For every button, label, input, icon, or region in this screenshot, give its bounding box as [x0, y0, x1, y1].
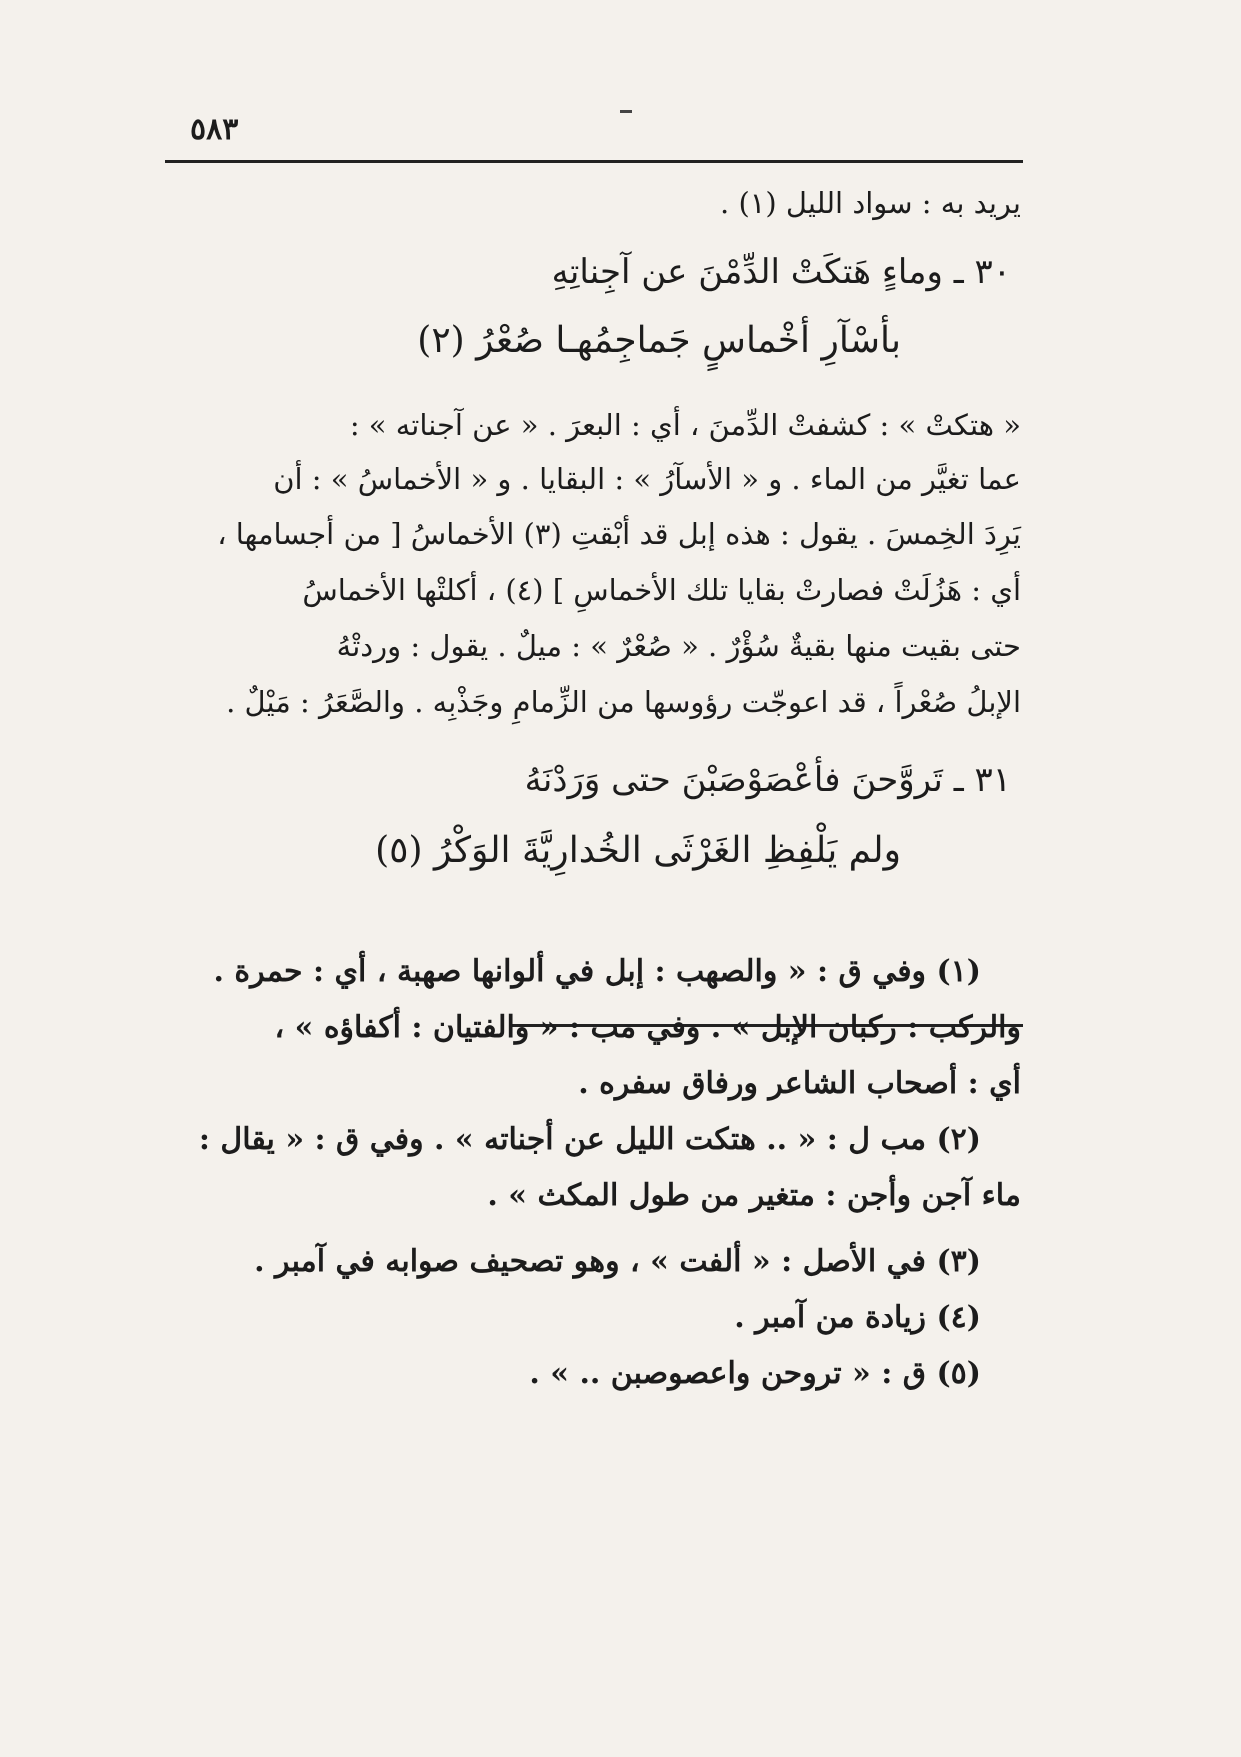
verse-30-first-hemistich: ٣٠ ـ وماءٍ هَتكَتْ الدِّمْنَ عن آجِناتِهِ [551, 252, 1011, 292]
commentary-line: الإبلُ صُعْراً ، قد اعوجّت رؤوسها من الزِّمامِ وجَذْبِه . والصَّعَرُ : مَيْلٌ . [226, 685, 1021, 719]
commentary-line: حتى بقيت منها بقيةٌ سُؤْرٌ . « صُعْرٌ » : ميلٌ . يقول : وردتْهُ [336, 629, 1021, 663]
commentary-line: « هتكتْ » : كشفتْ الدِّمنَ ، أي : البعرَ . « عن آجناته » : [349, 408, 1021, 442]
verse-31-first-hemistich: ٣١ ـ تَروَّحنَ فأعْصَوْصَبْنَ حتى وَرَدْنَهُ [524, 760, 1011, 800]
commentary-line: يَرِدَ الخِمسَ . يقول : هذه إبل قد أبْقتِ (٣) الأخماسُ [ من أجسامها ، [217, 517, 1021, 551]
intro-line: يريد به : سواد الليل (١) . [720, 186, 1021, 220]
commentary-line: عما تغيَّر من الماء . و « الأسآرُ » : البقايا . و « الأخماسُ » : أن [273, 462, 1021, 496]
footnote-line: (١) وفي ق : « والصهب : إبل في ألوانها صهبة ، أي : حمرة . [213, 954, 981, 989]
verse-31-second-hemistich: ولم يَلْفِظِ الغَرْثَى الخُدارِيَّةَ الوَكْرُ (٥) [375, 830, 901, 871]
page-number: ٥٨٣ [190, 112, 239, 147]
footnote-line: والركب : ركبان الإبل » . وفي مب : « والفتيان : أكفاؤه » ، [274, 1010, 1021, 1045]
footnote-line: (٥) ق : « تروحن واعصوصبن .. » . [529, 1356, 981, 1391]
header-rule [165, 160, 1023, 163]
footnote-line: (٤) زيادة من آمبر . [734, 1300, 981, 1335]
footnote-line: ماء آجن وأجن : متغير من طول المكث » . [487, 1178, 1021, 1213]
verse-30-second-hemistich: بأسْآرِ أخْماسٍ جَماجِمُهـا صُعْرُ (٢) [417, 320, 901, 361]
commentary-line: أي : هَزُلَتْ فصارتْ بقايا تلك الأخماسِ ] (٤) ، أكلتْها الأخماسُ [302, 573, 1021, 607]
footnote-line: أي : أصحاب الشاعر ورفاق سفره . [578, 1066, 1021, 1101]
footnote-line: (٢) مب ل : « .. هتكت الليل عن أجناته » . وفي ق : « يقال : [198, 1122, 981, 1157]
footnote-line: (٣) في الأصل : « ألفت » ، وهو تصحيف صوابه في آمبر . [254, 1244, 981, 1279]
ink-speck [620, 110, 632, 113]
